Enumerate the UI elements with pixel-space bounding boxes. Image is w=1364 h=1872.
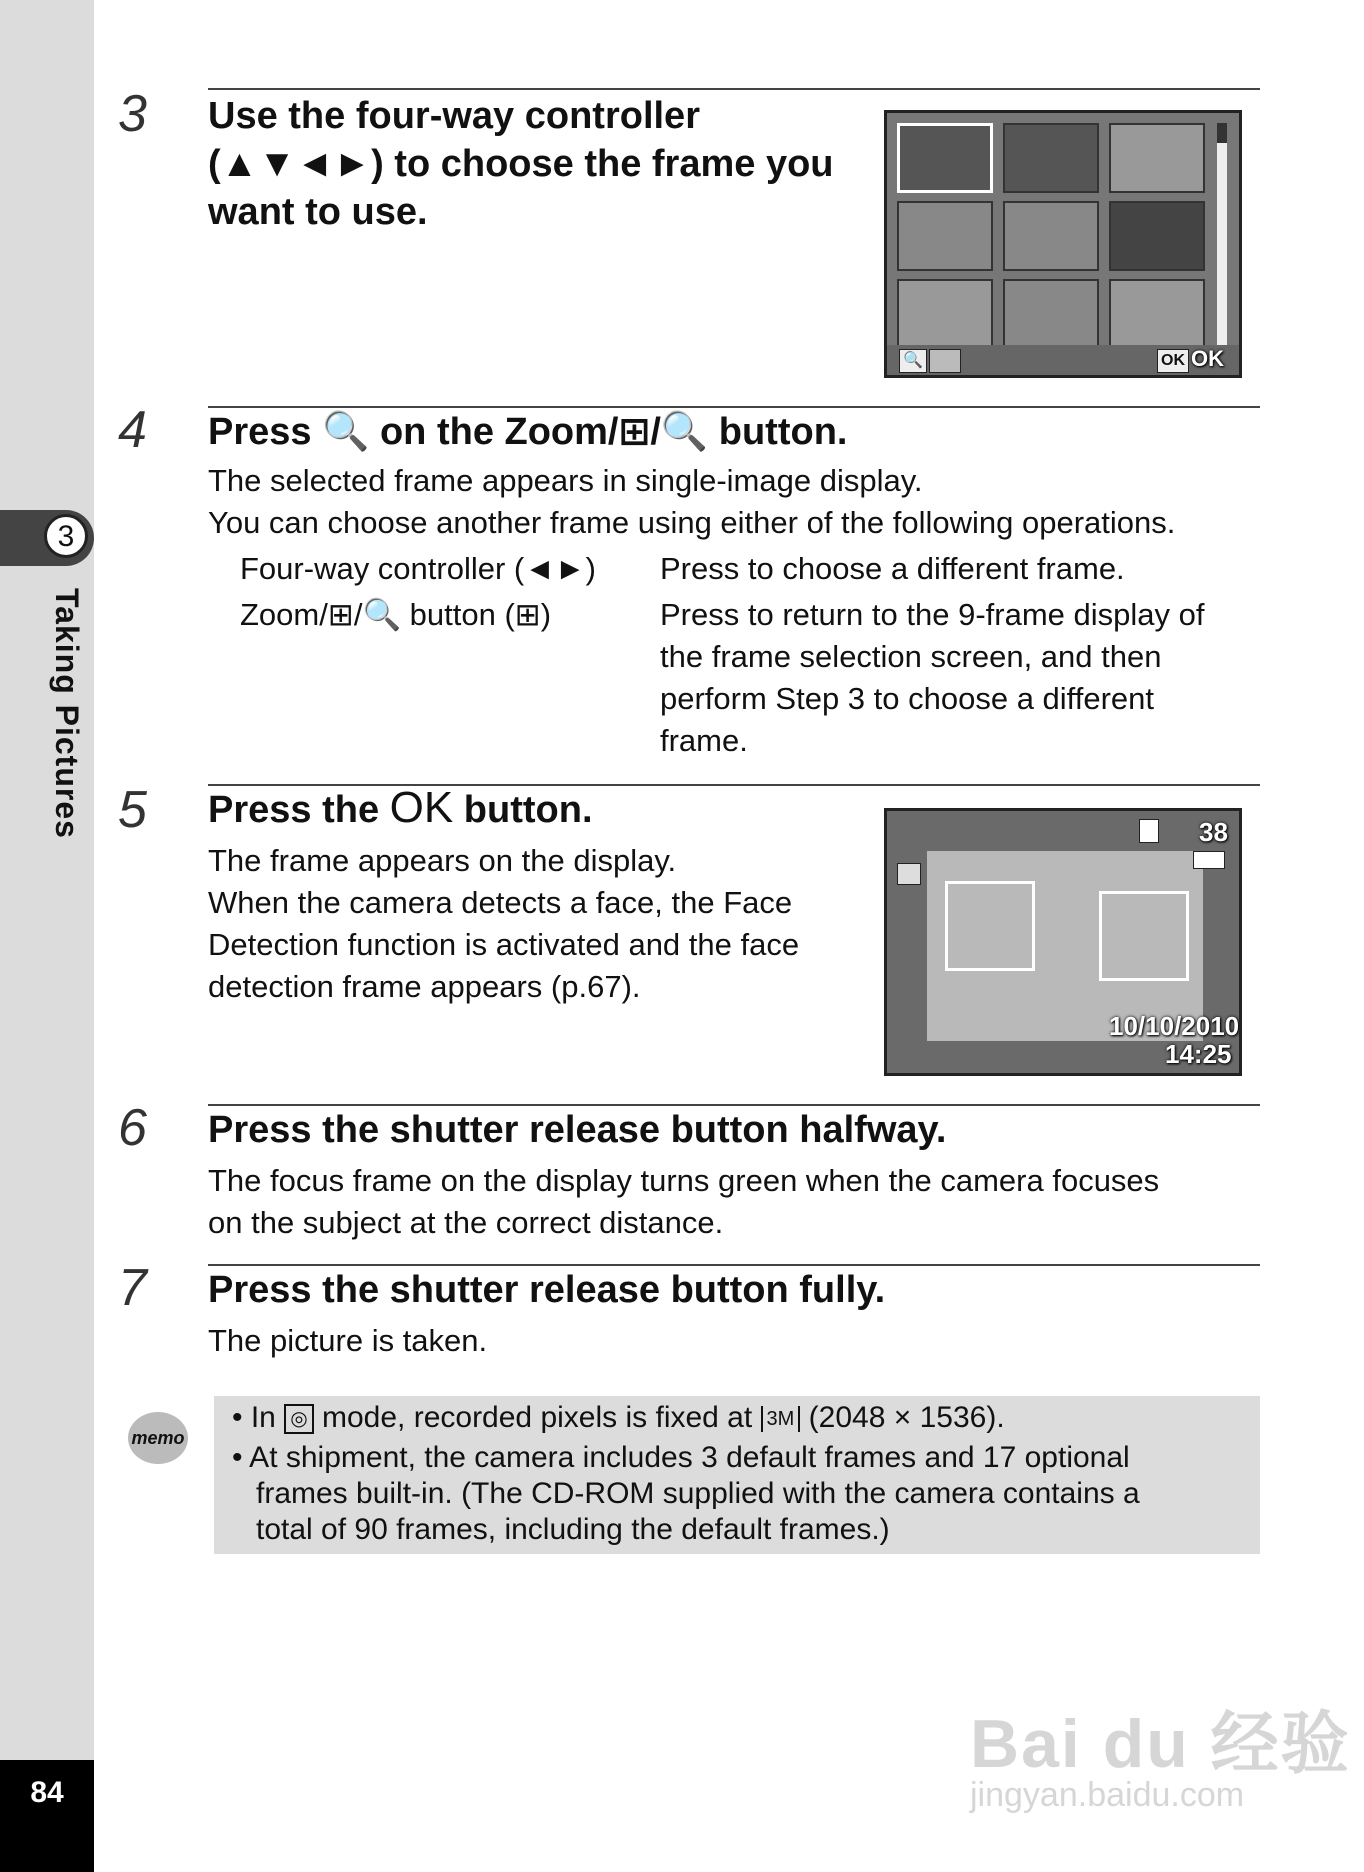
step-3-heading bbox=[208, 92, 834, 236]
battery-icon bbox=[1193, 851, 1225, 869]
frame-thumbnail bbox=[1109, 123, 1205, 193]
memory-card-icon bbox=[1139, 819, 1159, 843]
step-7-body bbox=[208, 1320, 487, 1362]
ok-label: OK bbox=[1191, 346, 1224, 371]
recorded-pixels-icon: 3M bbox=[761, 1406, 801, 1432]
scroll-thumb bbox=[1217, 143, 1227, 347]
memo-icon: memo bbox=[128, 1412, 188, 1464]
step-number: 5 bbox=[118, 781, 147, 839]
body-line: When the camera detects a face, the Face bbox=[208, 885, 793, 920]
shots-remaining: 38 bbox=[1199, 817, 1228, 847]
scrollbar bbox=[1217, 123, 1227, 347]
memo-text: mode, recorded pixels is fixed at bbox=[313, 1401, 761, 1434]
screen-footer bbox=[887, 345, 1239, 375]
frame-thumbnail bbox=[897, 123, 993, 193]
frame-thumbnail bbox=[897, 279, 993, 349]
camera-live-view-screen bbox=[884, 808, 1242, 1076]
step-number: 4 bbox=[118, 401, 147, 459]
desc-line: perform Step 3 to choose a different bbox=[660, 681, 1155, 716]
step-5-heading bbox=[208, 784, 593, 834]
step-5-body bbox=[208, 840, 799, 1008]
chapter-title: Taking Pictures bbox=[49, 588, 85, 839]
frame-thumbnail bbox=[1003, 123, 1099, 193]
frame-thumbnail bbox=[1003, 201, 1099, 271]
desc-line: Press to return to the 9-frame display of bbox=[660, 597, 1205, 632]
body-line: on the subject at the correct distance. bbox=[208, 1205, 724, 1240]
oval-icon bbox=[929, 349, 961, 373]
memo-text: (2048 × 1536). bbox=[800, 1401, 1005, 1434]
ok-button-icon: OK bbox=[1157, 349, 1189, 373]
heading-text: button. bbox=[453, 789, 593, 831]
ok-symbol: OK bbox=[389, 783, 454, 832]
body-line: The focus frame on the display turns green when the camera focuses bbox=[208, 1163, 1160, 1198]
frame-mode-icon: ◎ bbox=[284, 1404, 313, 1434]
desc-line: Press to choose a different frame. bbox=[660, 551, 1125, 586]
step-number: 6 bbox=[118, 1099, 147, 1157]
memo-item bbox=[232, 1440, 1140, 1548]
step-6-body bbox=[208, 1160, 1159, 1244]
frame-thumbnail bbox=[1109, 201, 1205, 271]
step-7-heading: Press the shutter release button fully. bbox=[208, 1269, 886, 1311]
frame-thumbnail bbox=[897, 201, 993, 271]
body-line: You can choose another frame using either of the following operations. bbox=[208, 505, 1176, 540]
frame-thumbnail bbox=[1003, 279, 1099, 349]
zoom-icon: 🔍 bbox=[899, 349, 927, 373]
memo-text: • In bbox=[232, 1401, 285, 1434]
heading-text: Press the bbox=[208, 789, 390, 831]
body-line: detection frame appears (p.67). bbox=[208, 969, 641, 1004]
heading-line: want to use. bbox=[208, 191, 428, 233]
step-4-body bbox=[208, 460, 1175, 544]
memo-item bbox=[232, 1400, 1005, 1436]
face-detection-frame bbox=[945, 881, 1035, 971]
frame-selection-screen bbox=[884, 110, 1242, 378]
operation-description bbox=[660, 548, 1125, 590]
page-number: 84 bbox=[30, 1776, 64, 1809]
sidebar bbox=[0, 0, 94, 1872]
memo-line: total of 90 frames, including the default frames.) bbox=[256, 1513, 890, 1546]
heading-line: Use the four-way controller bbox=[208, 95, 700, 137]
face-detection-frame bbox=[1099, 891, 1189, 981]
operation-control: Four-way controller (◄►) bbox=[240, 551, 596, 586]
memo-line: • At shipment, the camera includes 3 default frames and 17 optional bbox=[232, 1441, 1130, 1474]
time-display: 14:25 bbox=[1165, 1039, 1232, 1069]
face-detection-icon bbox=[897, 863, 921, 885]
step-4-heading: Press 🔍 on the Zoom/⊞/🔍 button. bbox=[208, 411, 848, 453]
watermark-url: jingyan.baidu.com bbox=[970, 1776, 1245, 1814]
desc-line: the frame selection screen, and then bbox=[660, 639, 1162, 674]
frame-thumbnail bbox=[1109, 279, 1205, 349]
date-display: 10/10/2010 bbox=[1109, 1011, 1240, 1041]
operation-control: Zoom/⊞/🔍 button (⊞) bbox=[240, 597, 552, 632]
step-number: 7 bbox=[118, 1259, 147, 1317]
step-number: 3 bbox=[118, 85, 147, 143]
desc-line: frame. bbox=[660, 723, 748, 758]
operation-description bbox=[660, 594, 1204, 762]
body-line: The frame appears on the display. bbox=[208, 843, 677, 878]
body-line: Detection function is activated and the face bbox=[208, 927, 800, 962]
step-6-heading: Press the shutter release button halfway. bbox=[208, 1109, 947, 1151]
body-line: The selected frame appears in single-image display. bbox=[208, 463, 923, 498]
watermark-logo: Bai du 经验 bbox=[970, 1706, 1351, 1782]
memo-line: frames built-in. (The CD-ROM supplied with the camera contains a bbox=[256, 1477, 1140, 1510]
heading-line: (▲▼◄►) to choose the frame you bbox=[208, 143, 834, 185]
step-divider bbox=[208, 88, 1260, 90]
chapter-number: 3 bbox=[44, 514, 88, 558]
body-line: The picture is taken. bbox=[208, 1323, 488, 1358]
